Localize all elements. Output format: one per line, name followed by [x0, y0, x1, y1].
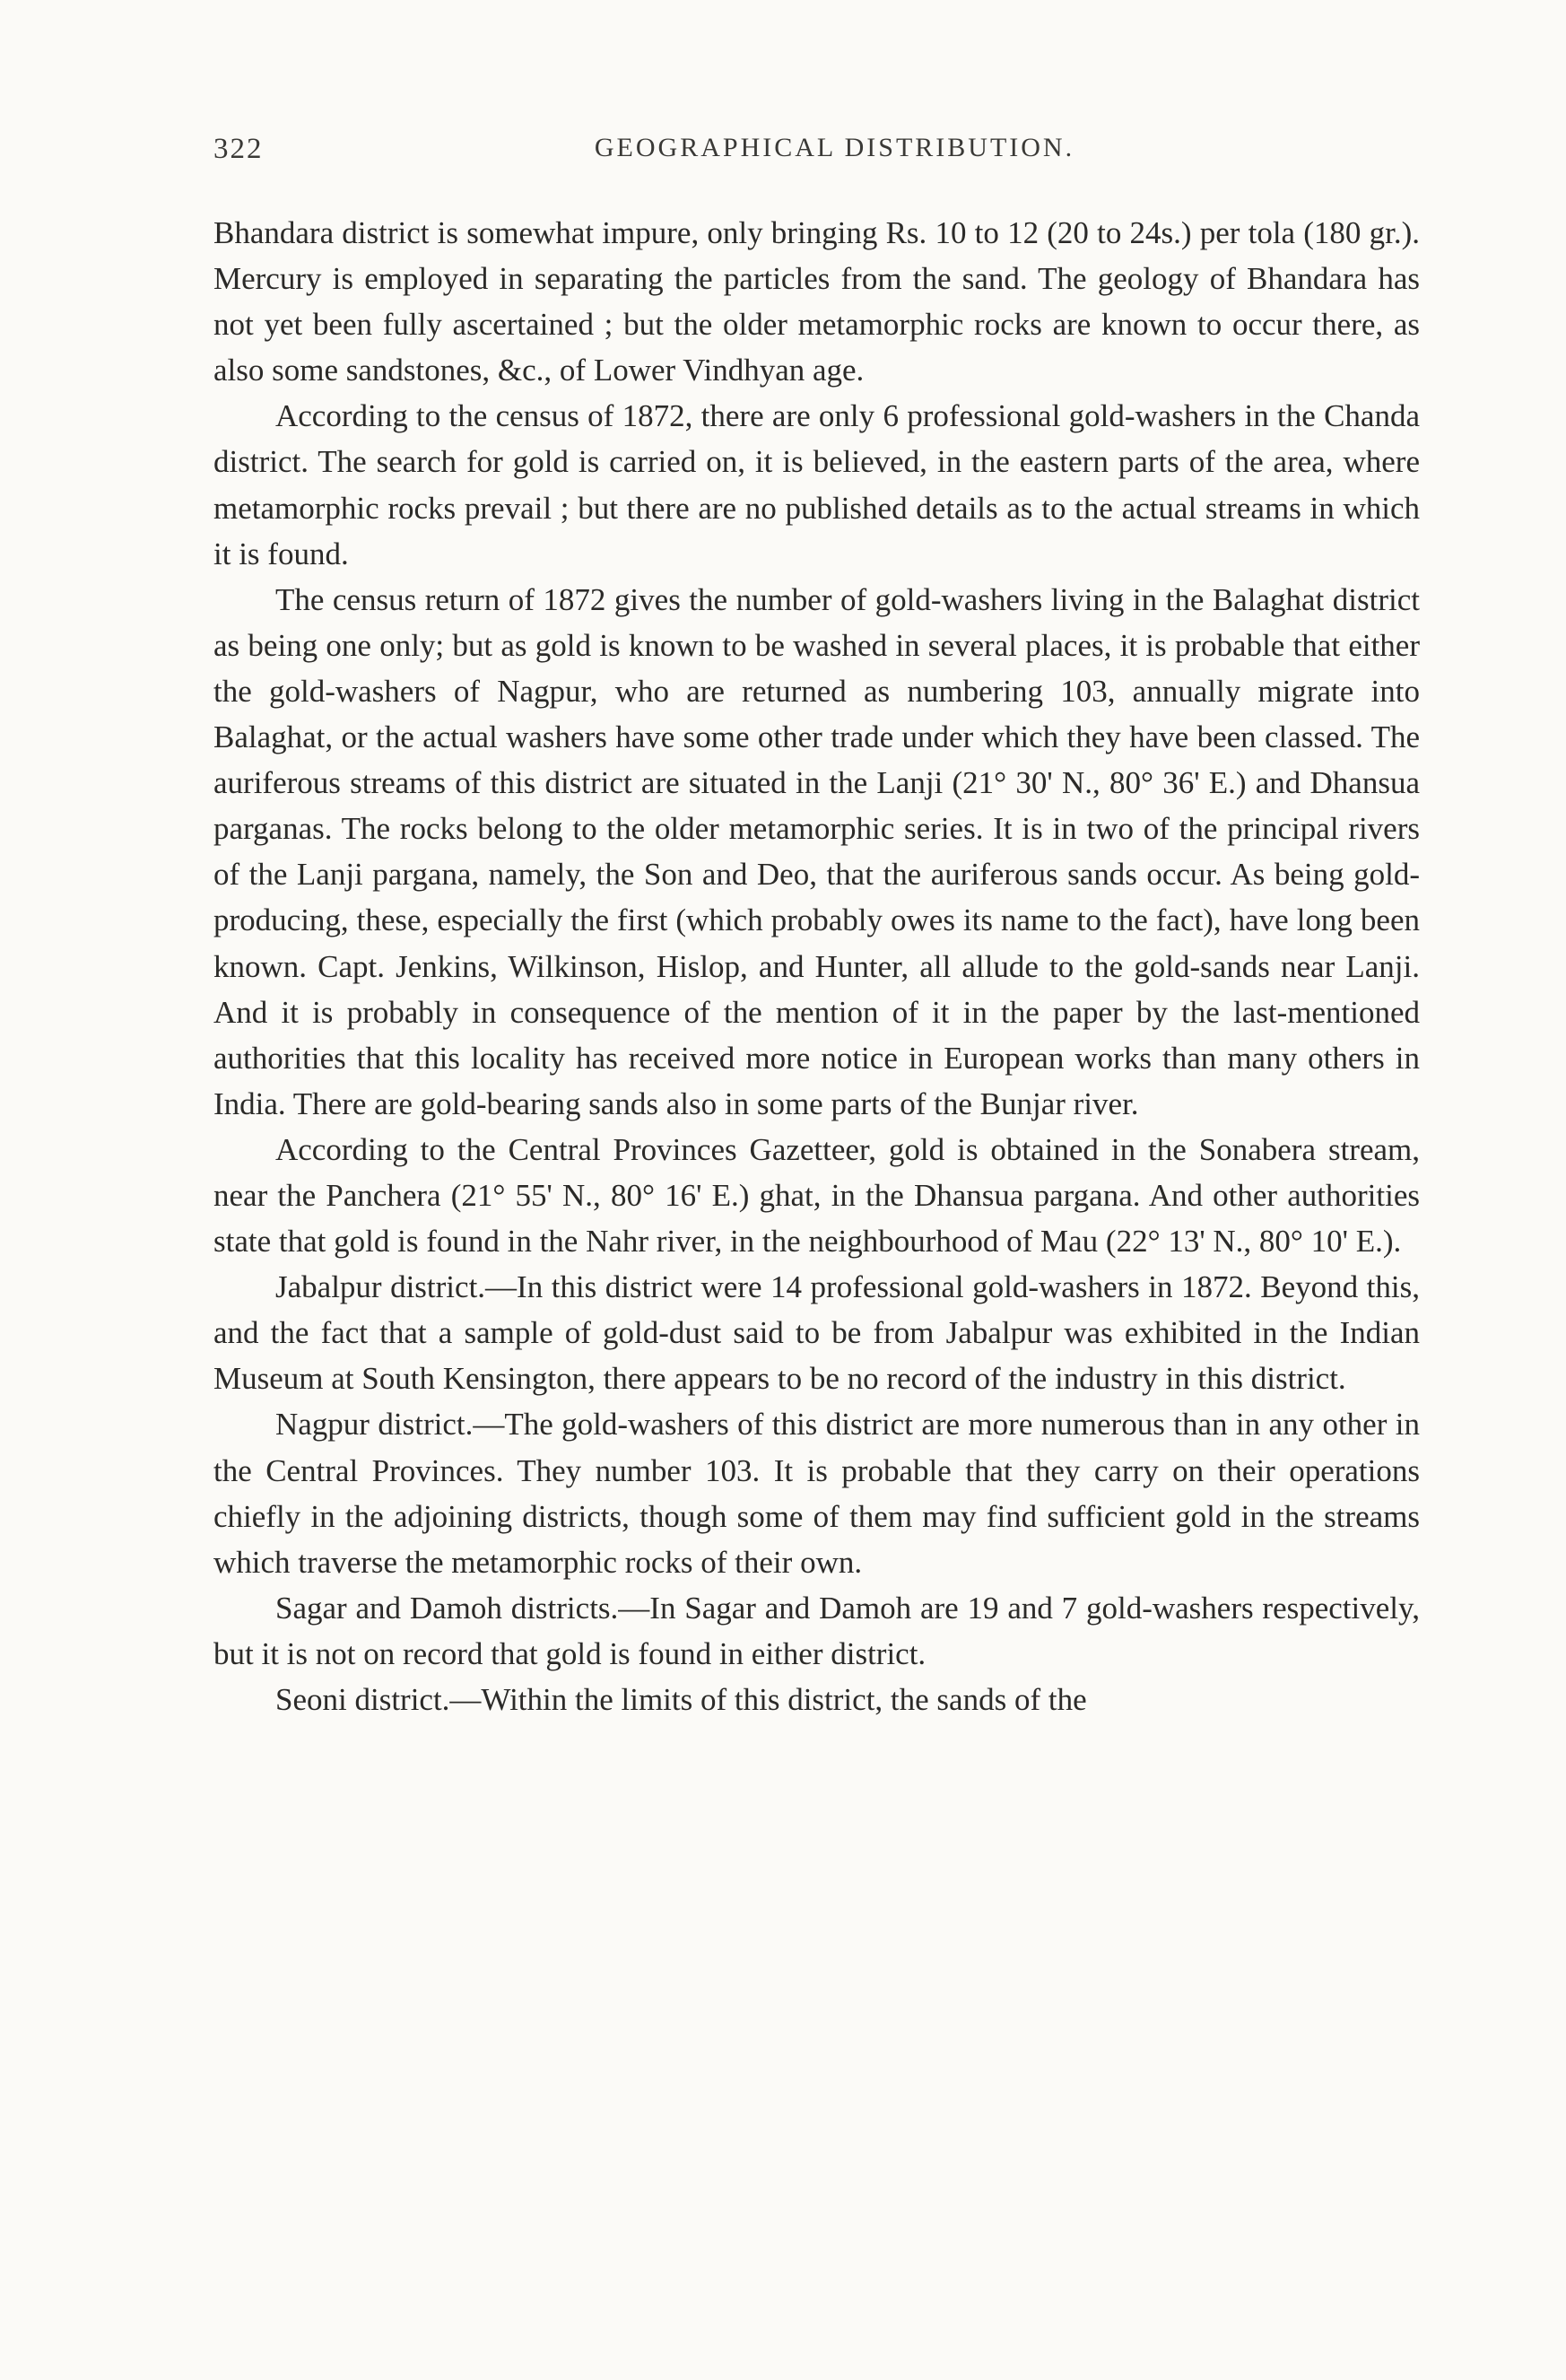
- paragraph-bhandara: Bhandara district is somewhat impure, only bringing Rs. 10 to 12 (20 to 24s.) per tola (180 gr.). Mercury is employed in separating the particles from the sand. The geology of Bhandara has not yet been fully ascertained ; but the older metamorphic rocks are known to occur there, as also some sandstones, &c., of Lower Vindhyan age.: [213, 215, 1420, 388]
- paragraph-chanda: According to the census of 1872, there are only 6 professional gold-washers in the Chanda district. The search for gold is carried on, it is believed, in the eastern parts of the area, where metamorphic rocks prevail ; but there are no published details as to the actual streams in which it is found.: [213, 398, 1420, 571]
- body-text: [213, 210, 1420, 1722]
- paragraph-jabalpur: Jabalpur district.—In this district were 14 professional gold-washers in 1872. Beyond this, and the fact that a sample of gold-dust said to be from Jabalpur was exhibited in the Indian Museum at South Kensington, there appears to be no record of the industry in this district.: [213, 1269, 1420, 1397]
- paragraph-sagar-damoh: Sagar and Damoh districts.—In Sagar and Damoh are 19 and 7 gold-washers respectively, but it is not on record that gold is found in either district.: [213, 1590, 1420, 1671]
- page-number: 322: [213, 133, 264, 165]
- paragraph-nagpur: Nagpur district.—The gold-washers of this district are more numerous than in any other in the Central Provinces. They number 103. It is probable that they carry on their operations chiefly in the adjoining districts, though some of them may find sufficient gold in the streams which traverse the metamorphic rocks of their own.: [213, 1407, 1420, 1580]
- paragraph-balaghat: The census return of 1872 gives the number of gold-washers living in the Balaghat district as being one only; but as gold is known to be washed in several places, it is probable that either the gold-washers of Nagpur, who are returned as numbering 103, annually migrate into Balaghat, or the actual washers have some other trade under which they have been classed. The auriferous streams of this district are situated in the Lanji (21° 30' N., 80° 36' E.) and Dhansua parganas. The rocks belong to the older metamorphic series. It is in two of the principal rivers of the Lanji pargana, namely, the Son and Deo, that the auriferous sands occur. As being gold-producing, these, especially the first (which probably owes its name to the fact), have long been known. Capt. Jenkins, Wilkinson, Hislop, and Hunter, all allude to the gold-sands near Lanji. And it is probably in consequence of the mention of it in the paper by the last-mentioned authorities that this locality has received more notice in European works than many others in India. There are gold-bearing sands also in some parts of the Bunjar river.: [213, 581, 1420, 1121]
- running-title: GEOGRAPHICAL DISTRIBUTION.: [594, 133, 1075, 162]
- paragraph-seoni: Seoni district.—Within the limits of this district, the sands of the: [275, 1682, 1087, 1717]
- paragraph-gazetteer: According to the Central Provinces Gazetteer, gold is obtained in the Sonabera stream, near the Panchera (21° 55' N., 80° 16' E.) ghat, in the Dhansua pargana. And other authorities state that gold is found in the Nahr river, in the neighbourhood of Mau (22° 13' N., 80° 10' E.).: [213, 1131, 1420, 1260]
- running-head: [213, 133, 1420, 169]
